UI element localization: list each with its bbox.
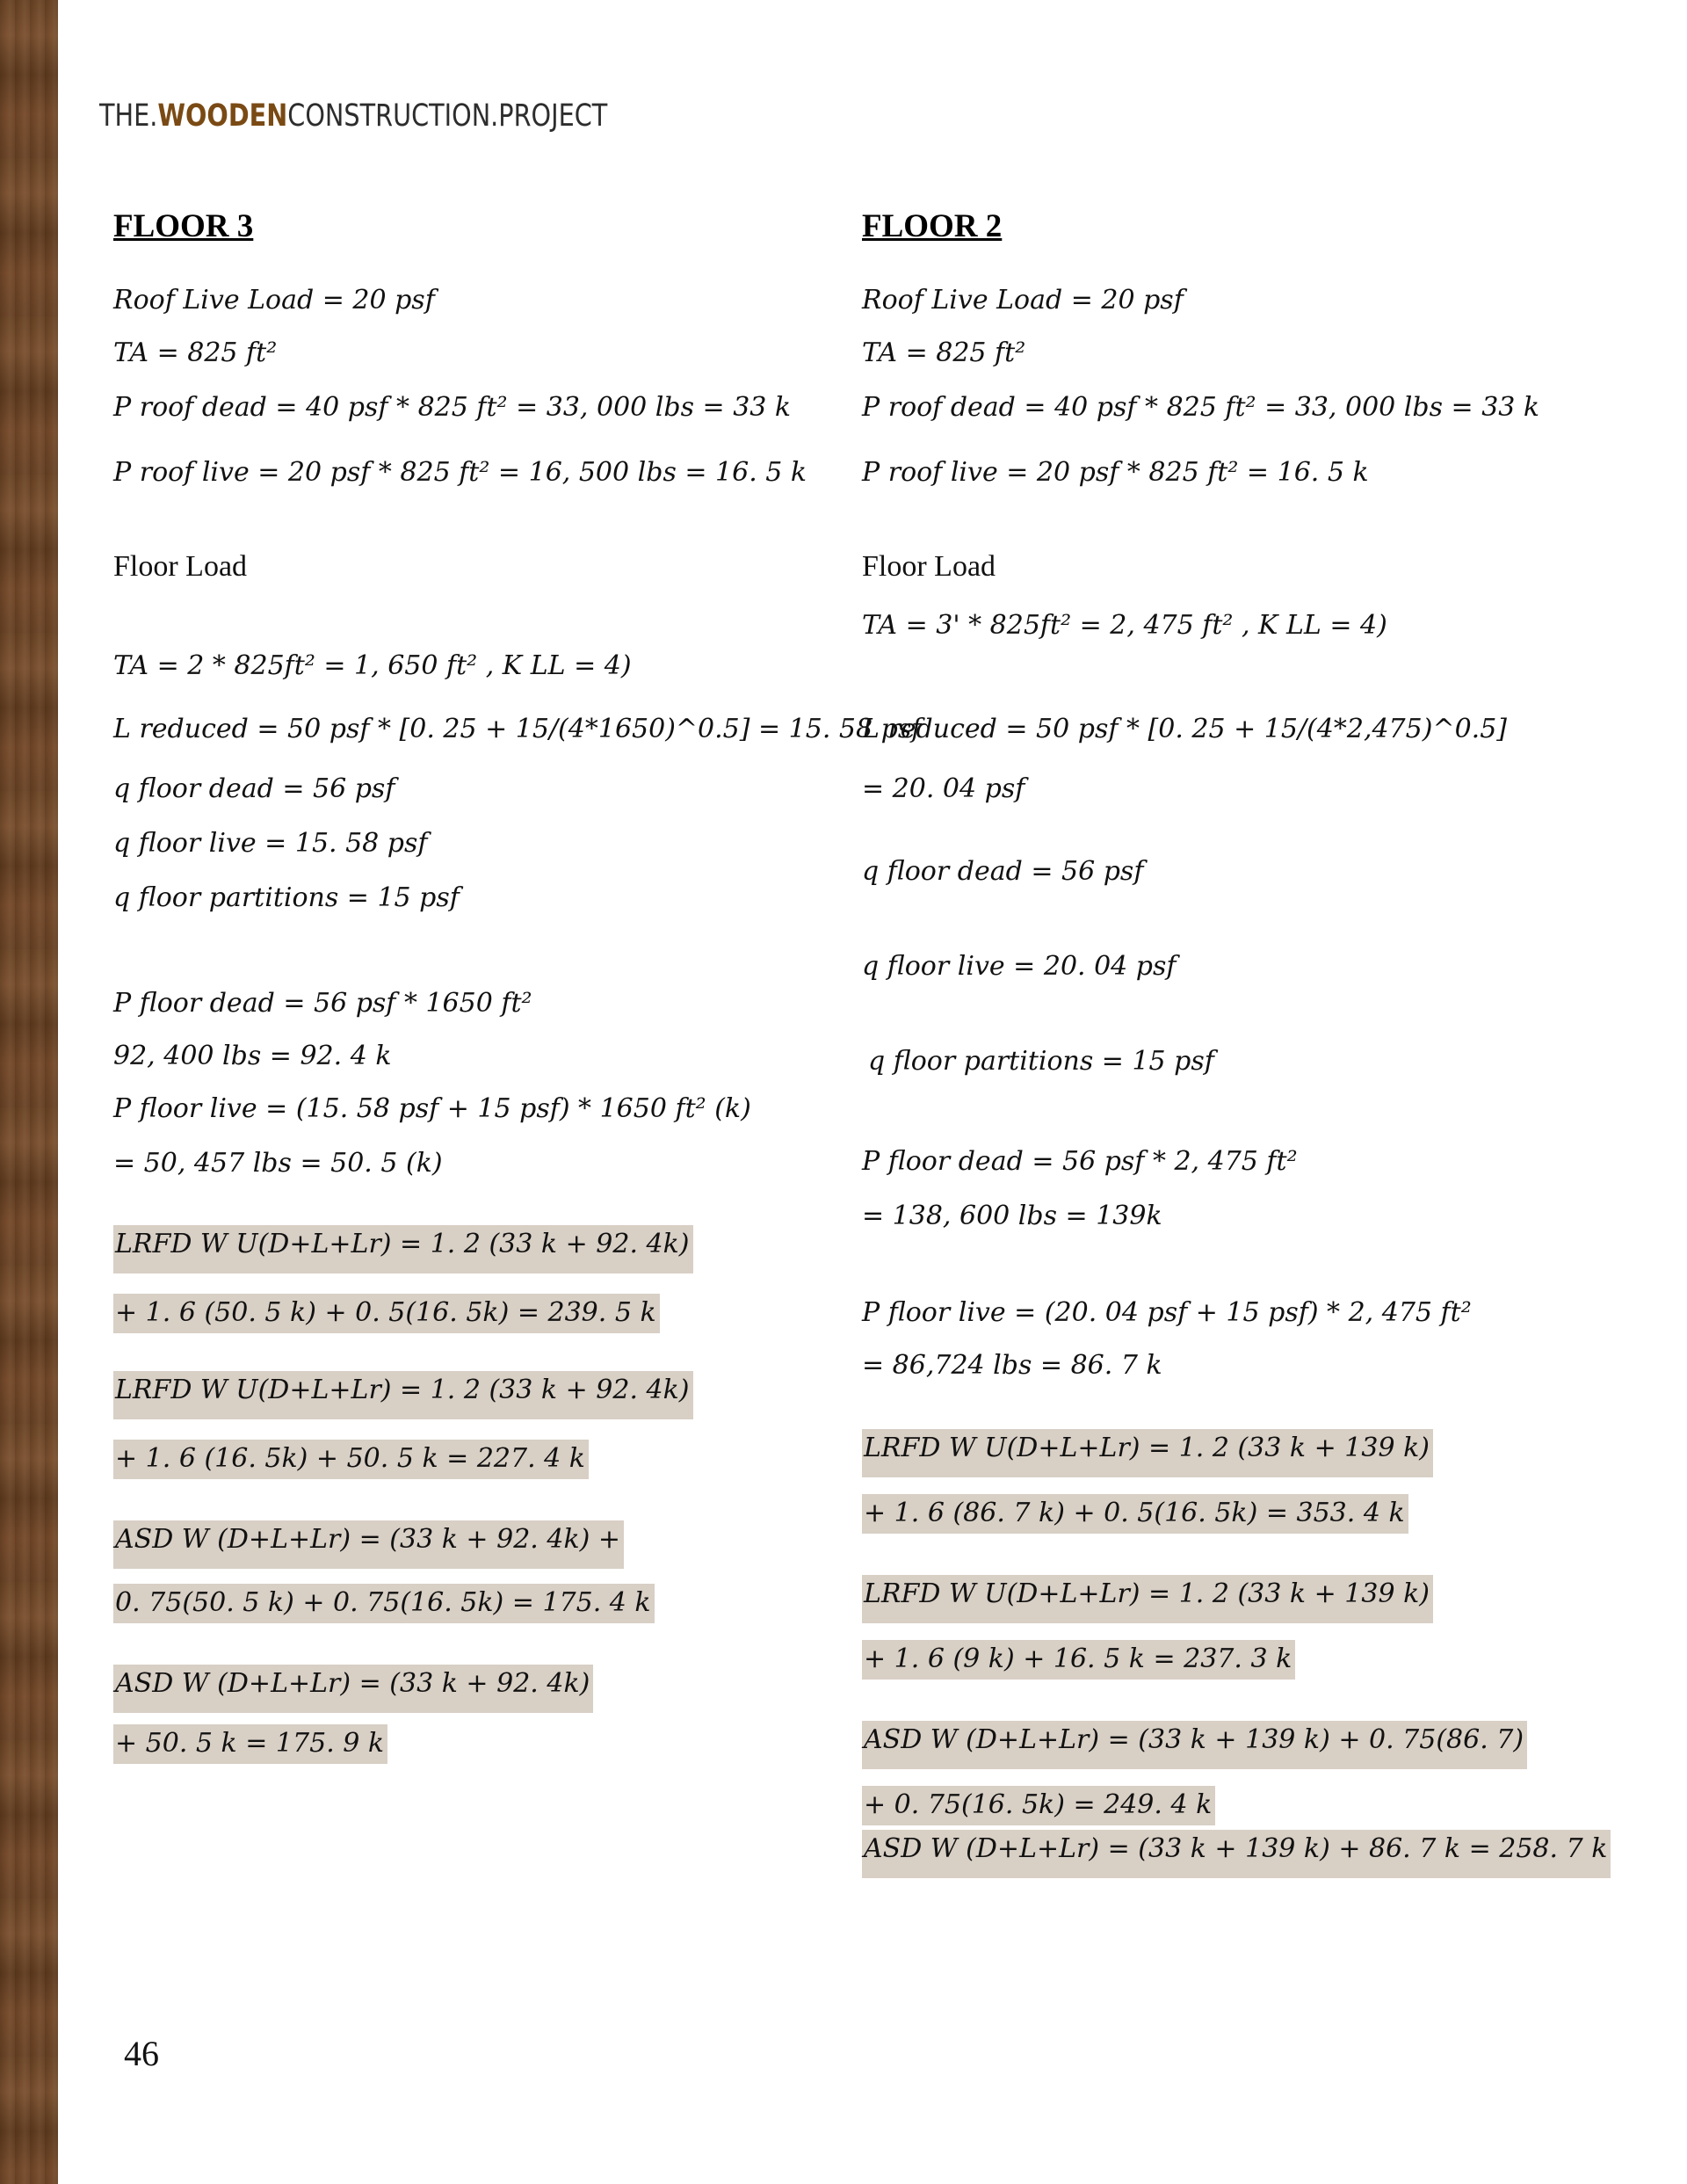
right-asd1-line1: ASD W (D+L+Lr) = (33 k + 139 k) + 0. 75(86. 7) xyxy=(862,1721,1527,1769)
right-ta: TA = 825 ft² xyxy=(862,337,1026,368)
left-p-floor-live-1: P floor live = (15. 58 psf + 15 psf) * 1650 ft² (k) xyxy=(113,1093,751,1124)
brand-highlight: WOODEN xyxy=(157,98,288,134)
right-ta-floor: TA = 3' * 825ft² = 2, 475 ft² , K LL = 4) xyxy=(862,610,1387,641)
left-p-floor-dead-1: P floor dead = 56 psf * 1650 ft² xyxy=(113,988,532,1019)
right-q-floor-partitions: q floor partitions = 15 psf xyxy=(868,1046,1214,1077)
page-number: 46 xyxy=(124,2034,159,2073)
right-p-floor-live-1: P floor live = (20. 04 psf + 15 psf) * 2, 475 ft² xyxy=(862,1297,1472,1328)
left-p-floor-live-2: = 50, 457 lbs = 50. 5 (k) xyxy=(113,1148,443,1179)
left-ta-floor: TA = 2 * 825ft² = 1, 650 ft² , K LL = 4) xyxy=(113,650,632,681)
right-p-floor-dead-1: P floor dead = 56 psf * 2, 475 ft² xyxy=(862,1146,1298,1177)
right-asd1-line2: + 0. 75(16. 5k) = 249. 4 k xyxy=(862,1786,1215,1825)
right-asd2-line1: ASD W (D+L+Lr) = (33 k + 139 k) + 86. 7 k = 258. 7 k xyxy=(862,1830,1611,1878)
right-p-floor-live-2: = 86,724 lbs = 86. 7 k xyxy=(862,1350,1162,1381)
left-asd1-line2: 0. 75(50. 5 k) + 0. 75(16. 5k) = 175. 4 k xyxy=(113,1584,655,1623)
left-asd2-line2: + 50. 5 k = 175. 9 k xyxy=(113,1724,387,1764)
floor2-heading: FLOOR 2 xyxy=(862,208,1003,244)
right-p-roof-dead: P roof dead = 40 psf * 825 ft² = 33, 000 lbs = 33 k xyxy=(862,392,1540,423)
right-floor-load-label: Floor Load xyxy=(862,550,996,583)
right-q-floor-dead: q floor dead = 56 psf xyxy=(862,856,1144,887)
left-ta: TA = 825 ft² xyxy=(113,337,278,368)
right-p-roof-live: P roof live = 20 psf * 825 ft² = 16. 5 k xyxy=(862,457,1369,488)
right-l-reduced: L reduced = 50 psf * [0. 25 + 15/(4*2,475)^0.5] xyxy=(862,714,1507,744)
right-p-floor-dead-2: = 138, 600 lbs = 139k xyxy=(862,1201,1162,1231)
left-asd2-line1: ASD W (D+L+Lr) = (33 k + 92. 4k) xyxy=(113,1665,593,1713)
left-q-floor-dead: q floor dead = 56 psf xyxy=(113,773,395,804)
left-roof-live-load: Roof Live Load = 20 psf xyxy=(113,285,435,316)
left-lrfd2-line2: + 1. 6 (16. 5k) + 50. 5 k = 227. 4 k xyxy=(113,1440,589,1479)
left-p-floor-dead-2: 92, 400 lbs = 92. 4 k xyxy=(113,1041,392,1071)
left-l-reduced: L reduced = 50 psf * [0. 25 + 15/(4*1650)^0.5] = 15. 58 psf xyxy=(113,714,922,744)
floor3-heading: FLOOR 3 xyxy=(113,208,254,244)
right-lrfd1-line1: LRFD W U(D+L+Lr) = 1. 2 (33 k + 139 k) xyxy=(862,1429,1433,1477)
right-lrfd1-line2: + 1. 6 (86. 7 k) + 0. 5(16. 5k) = 353. 4 k xyxy=(862,1494,1408,1534)
brand-header: THE.WOODENCONSTRUCTION.PROJECT xyxy=(99,98,608,134)
right-lrfd2-line1: LRFD W U(D+L+Lr) = 1. 2 (33 k + 139 k) xyxy=(862,1575,1433,1623)
left-asd1-line1: ASD W (D+L+Lr) = (33 k + 92. 4k) + xyxy=(113,1520,624,1569)
left-p-roof-dead: P roof dead = 40 psf * 825 ft² = 33, 000 lbs = 33 k xyxy=(113,392,792,423)
left-q-floor-live: q floor live = 15. 58 psf xyxy=(113,828,428,859)
wood-sidebar xyxy=(0,0,58,2184)
left-lrfd1-line2: + 1. 6 (50. 5 k) + 0. 5(16. 5k) = 239. 5 k xyxy=(113,1294,660,1333)
left-lrfd2-line1: LRFD W U(D+L+Lr) = 1. 2 (33 k + 92. 4k) xyxy=(113,1371,693,1419)
right-roof-live-load: Roof Live Load = 20 psf xyxy=(862,285,1184,316)
right-lrfd2-line2: + 1. 6 (9 k) + 16. 5 k = 237. 3 k xyxy=(862,1640,1295,1680)
left-lrfd1-line1: LRFD W U(D+L+Lr) = 1. 2 (33 k + 92. 4k) xyxy=(113,1225,693,1273)
left-floor-load-label: Floor Load xyxy=(113,550,248,583)
right-q-floor-live: q floor live = 20. 04 psf xyxy=(862,951,1177,982)
right-l-reduced-result: = 20. 04 psf xyxy=(862,773,1025,804)
left-q-floor-partitions: q floor partitions = 15 psf xyxy=(113,882,460,913)
left-p-roof-live: P roof live = 20 psf * 825 ft² = 16, 500 lbs = 16. 5 k xyxy=(113,457,807,488)
